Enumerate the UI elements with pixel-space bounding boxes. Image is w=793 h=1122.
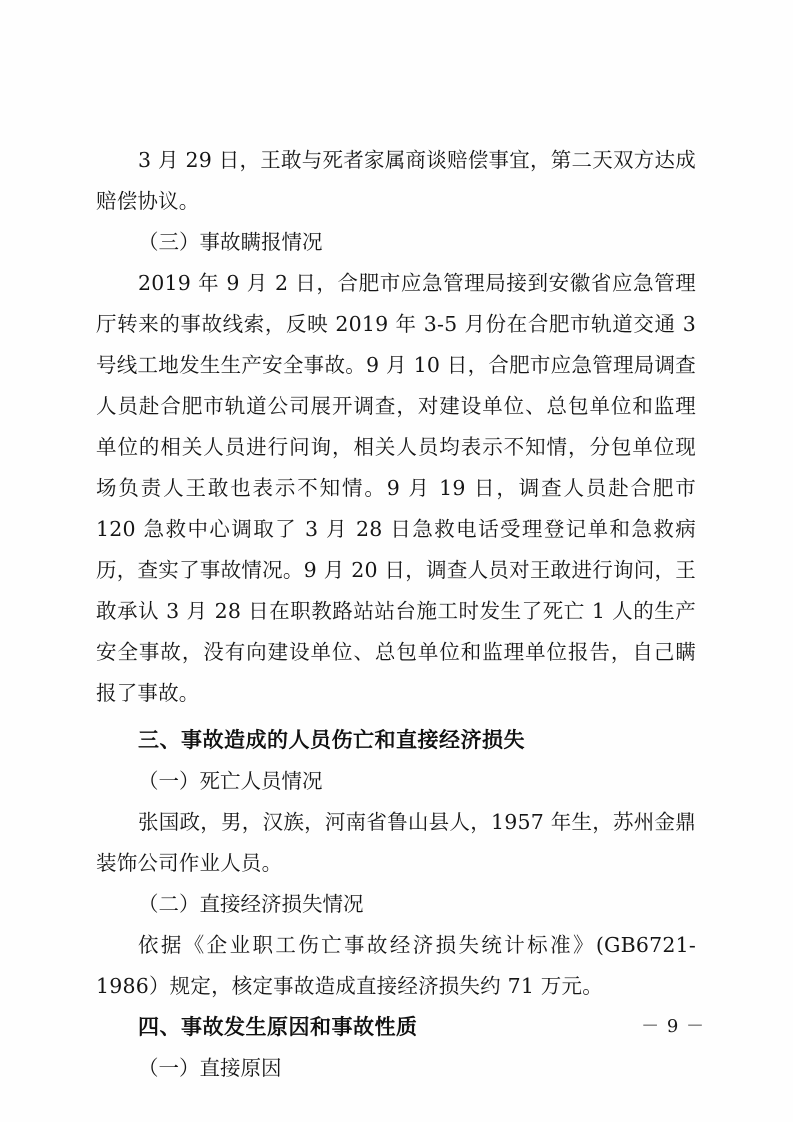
subheading-deceased-info: （一）死亡人员情况 [138,769,323,793]
page-number: － 9 － [641,1016,705,1037]
subheading-economic-loss: （二）直接经济损失情况 [138,892,364,916]
paragraph-economic-loss-details: 依据《企业职工伤亡事故经济损失统计标准》(GB6721-1986）规定，核定事故造成直接经济损失约 71 万元。 [96,933,696,998]
paragraph-deceased-details: 张国政，男，汉族，河南省鲁山县人，1957 年生，苏州金鼎装饰公司作业人员。 [96,810,696,875]
page-content [96,140,696,1089]
subheading-direct-cause: （一）直接原因 [138,1056,282,1080]
heading-casualties-and-losses: 三、事故造成的人员伤亡和直接经济损失 [138,728,525,752]
paragraph-investigation-details: 2019 年 9 月 2 日，合肥市应急管理局接到安徽省应急管理厅转来的事故线索，反映 2019 年 3-5 月份在合肥市轨道交通 3 号线工地发生生产安全事故。9 月 10 日，合肥市应急管理局调查人员赴合肥市轨道公司展开调查，对建设单位、总包单位和监理单位的相关人员进行问询，相关人员均表示不知情，分包单位现场负责人王敢也表示不知情。9 月 19 日，调查人员赴合肥市 120 急救中心调取了 3 月 28 日急救电话受理登记单和急救病历，查实了事故情况。9 月 20 日，调查人员对王敢进行询问，王敢承认 3 月 28 日在职教路站站台施工时发生了死亡 1 人的生产安全事故，没有向建设单位、总包单位和监理单位报告，自己瞒报了事故。 [96,271,696,705]
subheading-concealed-report: （三）事故瞒报情况 [138,230,323,254]
heading-cause-and-nature: 四、事故发生原因和事故性质 [138,1015,418,1039]
paragraph-compensation-agreement: 3 月 29 日，王敢与死者家属商谈赔偿事宜，第二天双方达成赔偿协议。 [96,148,696,213]
